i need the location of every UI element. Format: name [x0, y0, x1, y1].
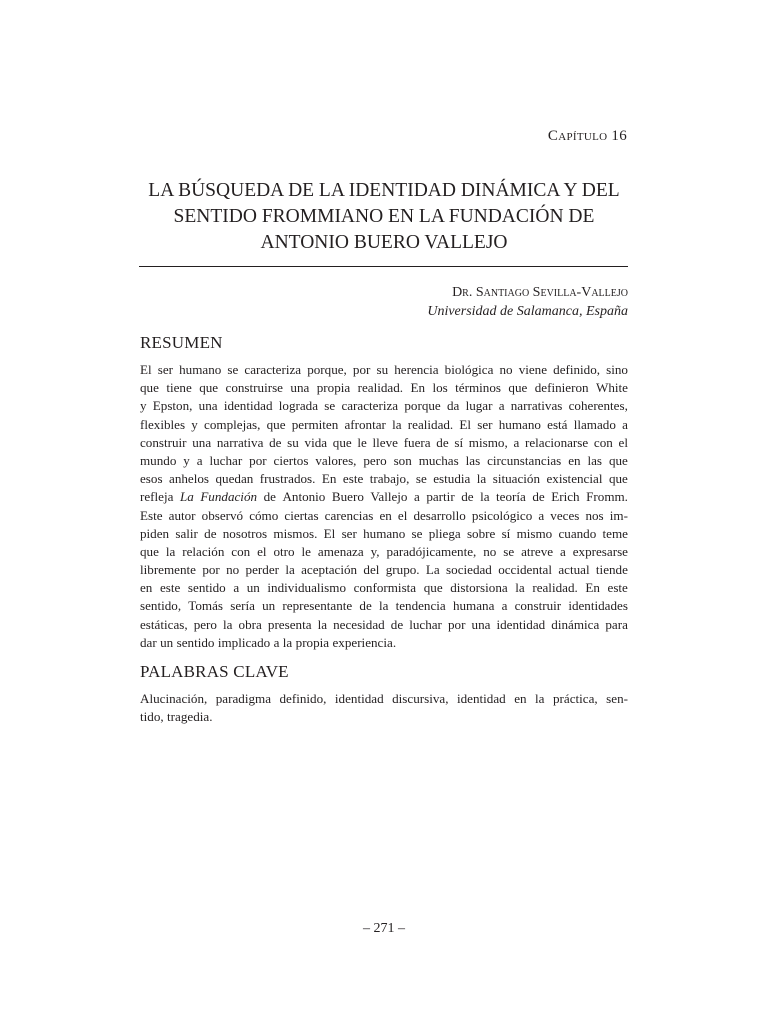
text-line — [140, 416, 628, 434]
word: ser — [157, 362, 174, 377]
word: dinámica — [551, 616, 600, 632]
word: relación — [182, 543, 225, 559]
word: desarrollo — [413, 507, 466, 523]
word: implicado — [217, 634, 271, 650]
word: de — [532, 489, 545, 505]
keywords-paragraph — [140, 690, 628, 726]
word: partir — [426, 489, 455, 505]
text-line — [140, 470, 628, 488]
word: a — [513, 434, 520, 450]
word: estudia — [433, 471, 471, 487]
word: de — [204, 525, 217, 541]
word: un — [246, 580, 260, 596]
word: que — [332, 434, 352, 450]
word: Este — [140, 507, 163, 523]
word: este — [607, 580, 628, 596]
word: permiten — [291, 416, 339, 432]
word: aceptación — [301, 562, 358, 578]
word: Fromm. — [586, 489, 628, 505]
word: porque, — [307, 362, 347, 377]
word: ser — [477, 416, 493, 432]
word: términos — [455, 380, 501, 396]
word: en — [140, 580, 153, 596]
word: La — [179, 489, 194, 505]
word: pero — [193, 616, 217, 632]
word: otro — [273, 543, 295, 559]
word: una — [290, 380, 310, 396]
word: En — [321, 471, 337, 487]
word: quedan — [215, 471, 254, 487]
word: da — [446, 398, 460, 414]
word: se — [324, 398, 336, 414]
word: Erich — [551, 489, 580, 505]
word: representante — [282, 598, 353, 614]
word: la — [285, 562, 295, 578]
word: construir — [514, 598, 562, 614]
text-line — [140, 525, 628, 543]
word: El — [459, 416, 472, 432]
word: humana — [452, 598, 495, 614]
word: lugar — [465, 398, 493, 414]
resumen-heading: RESUMEN — [140, 333, 223, 352]
word: la — [392, 416, 402, 432]
word: Vallejo — [370, 489, 408, 505]
word: trabajo, — [369, 471, 410, 487]
text-line — [140, 452, 628, 470]
word: se — [411, 525, 423, 541]
word: definido, — [279, 691, 327, 706]
word: situación — [492, 471, 540, 487]
word: nosotros — [222, 525, 268, 541]
word: a — [560, 543, 566, 559]
word: Epston, — [152, 398, 193, 414]
word: necesidad — [333, 616, 385, 632]
word: Alucinación, — [140, 691, 208, 706]
word: se — [227, 362, 239, 377]
word: biológica — [444, 362, 494, 377]
resumen-paragraph — [140, 361, 628, 652]
word: frustrados. — [259, 471, 316, 487]
word: esos — [140, 471, 163, 487]
word: mundo — [140, 452, 177, 468]
word: un — [160, 634, 174, 650]
word: de — [436, 434, 449, 450]
word: im- — [609, 507, 628, 523]
word: la — [165, 543, 176, 559]
word: sería — [230, 598, 255, 614]
word: en — [568, 452, 581, 468]
word: viene — [518, 362, 548, 377]
word: no — [226, 562, 240, 578]
word: tido, — [140, 709, 164, 725]
word: con — [231, 543, 251, 559]
word: psicológico — [471, 507, 533, 523]
word: a — [273, 634, 280, 650]
word: libremente — [140, 562, 196, 578]
word: la — [476, 471, 487, 487]
word: sí — [501, 525, 511, 541]
word: la — [480, 489, 490, 505]
word: dar — [140, 634, 157, 650]
word: discursiva, — [392, 691, 449, 706]
word: su — [376, 362, 389, 377]
word: sen- — [606, 691, 628, 706]
word: una — [192, 434, 212, 450]
word: de — [390, 616, 404, 632]
word: este — [159, 580, 181, 596]
title-line: ANTONIO BUERO VALLEJO — [260, 232, 508, 253]
word: por — [352, 362, 371, 377]
word: que — [608, 471, 628, 487]
page-number: – 271 – — [363, 921, 405, 936]
word: tendencia — [395, 598, 446, 614]
word: muchas — [418, 452, 459, 468]
word: de — [359, 598, 372, 614]
word: no — [499, 362, 513, 377]
word: un — [262, 598, 276, 614]
word: flexibles — [140, 416, 186, 432]
word: perder — [245, 562, 279, 578]
word: que — [508, 380, 528, 396]
text-line — [140, 708, 628, 726]
word: la — [378, 598, 389, 614]
word: distorsiona — [450, 580, 508, 596]
word: que — [608, 452, 628, 468]
word: grupo. — [385, 562, 420, 578]
word: paradójicamente, — [386, 543, 477, 559]
word: son — [393, 452, 412, 468]
word: relacionarse — [524, 434, 589, 450]
word: refleja — [140, 489, 174, 505]
word: nos — [585, 507, 604, 523]
word: tragedia. — [167, 709, 213, 725]
word: a — [501, 598, 508, 614]
word: las — [465, 452, 481, 468]
author-block — [427, 283, 628, 321]
word: Fundación — [200, 489, 258, 505]
word: cuando — [558, 525, 597, 541]
word: teoría — [496, 489, 526, 505]
word: por — [249, 452, 267, 468]
word: a — [538, 507, 545, 523]
word: cómo — [249, 507, 279, 523]
word: con — [593, 434, 613, 450]
word: a — [233, 580, 240, 596]
word: en — [379, 507, 392, 523]
word: la — [317, 616, 328, 632]
word: identidad — [223, 398, 273, 414]
word: valores, — [315, 452, 357, 468]
word: este — [342, 471, 364, 487]
word: del — [363, 562, 380, 578]
word: identidad — [456, 691, 506, 706]
word: y — [183, 452, 190, 468]
word: y — [191, 416, 198, 432]
text-line — [140, 379, 628, 397]
word: y, — [370, 543, 380, 559]
word: tiene — [166, 380, 192, 396]
word: existencial — [546, 471, 603, 487]
word: lleve — [372, 434, 398, 450]
text-line — [140, 634, 628, 652]
word: su — [287, 434, 299, 450]
word: ciertas — [284, 507, 319, 523]
word: una — [198, 398, 218, 414]
word: sentido — [187, 580, 226, 596]
word: mismo — [516, 525, 553, 541]
word: se — [415, 471, 427, 487]
word: vida — [304, 434, 328, 450]
word: la — [223, 616, 233, 632]
word: Buero — [331, 489, 364, 505]
word: una — [471, 616, 491, 632]
word: realidad. — [532, 580, 578, 596]
word: amenaza — [317, 543, 364, 559]
title-line: LA BÚSQUEDA DE LA IDENTIDAD DINÁMICA Y DEL — [148, 180, 620, 201]
word: y — [140, 398, 147, 414]
word: estáticas, — [140, 616, 188, 632]
word: sino — [606, 362, 628, 377]
word: el — [618, 434, 628, 450]
word: En — [410, 380, 426, 396]
word: luchar — [409, 616, 442, 632]
word: En — [585, 580, 600, 596]
word: que — [266, 416, 286, 432]
word: la — [535, 691, 545, 706]
text-line — [140, 488, 628, 506]
word: humano — [363, 525, 406, 541]
word: Tomás — [188, 598, 224, 614]
word: definido, — [553, 362, 601, 377]
word: construirse — [225, 380, 283, 396]
text-line — [140, 597, 628, 615]
word: de — [263, 489, 276, 505]
word: narrativas — [510, 398, 563, 414]
word: veces — [550, 507, 580, 523]
word: anhelos — [169, 471, 210, 487]
word: definieron — [534, 380, 589, 396]
word: herencia — [394, 362, 439, 377]
word: que — [423, 580, 443, 596]
word: de — [461, 489, 474, 505]
word: atreve — [521, 543, 554, 559]
word: a — [196, 452, 203, 468]
word: piden — [140, 525, 170, 541]
word: El — [140, 362, 152, 377]
word: coherentes, — [568, 398, 628, 414]
word: fuera — [403, 434, 431, 450]
text-line — [140, 434, 628, 452]
title-line: SENTIDO FROMMIANO EN LA FUNDACIÓN DE — [173, 206, 595, 227]
word: le — [301, 543, 311, 559]
word: teme — [602, 525, 628, 541]
word: Antonio — [282, 489, 326, 505]
word: individualismo — [267, 580, 346, 596]
word: identidad — [334, 691, 384, 706]
word: circunstancias — [487, 452, 562, 468]
word: luchar — [209, 452, 243, 468]
article-title — [140, 178, 628, 256]
word: autor — [168, 507, 196, 523]
word: el — [257, 543, 267, 559]
word: la — [282, 634, 293, 650]
word: conformista — [353, 580, 417, 596]
word: tiende — [595, 562, 628, 578]
text-line — [140, 397, 628, 415]
word: complejas, — [204, 416, 261, 432]
text-line — [140, 543, 628, 561]
word: obra — [238, 616, 262, 632]
text-line — [140, 690, 628, 708]
word: expresarse — [572, 543, 628, 559]
palabras-clave-heading: PALABRAS CLAVE — [140, 662, 289, 681]
word: humano — [179, 362, 222, 377]
word: lograda — [278, 398, 319, 414]
word: sobre — [466, 525, 496, 541]
word: porque — [404, 398, 441, 414]
word: ciertos — [273, 452, 309, 468]
word: humano — [498, 416, 541, 432]
word: la — [515, 580, 525, 596]
word: La — [425, 562, 440, 578]
word: mismos. — [273, 525, 318, 541]
word: carencias — [324, 507, 374, 523]
text-line — [140, 361, 628, 379]
word: El — [323, 525, 336, 541]
word: sentido — [176, 634, 215, 650]
word: a — [498, 398, 505, 414]
word: que — [140, 380, 159, 396]
word: salir — [175, 525, 198, 541]
word: observó — [201, 507, 244, 523]
word: identidades — [568, 598, 628, 614]
text-line — [140, 561, 628, 579]
chapter-label: Capítulo 16 — [547, 128, 627, 144]
word: ser — [341, 525, 357, 541]
word: caracteriza — [341, 398, 399, 414]
author-affiliation: Universidad de Salamanca, España — [427, 304, 628, 319]
word: pero — [363, 452, 387, 468]
word: construir — [140, 434, 187, 450]
word: que — [140, 543, 159, 559]
word: actual — [558, 562, 590, 578]
word: práctica, — [552, 691, 598, 706]
word: experiencia. — [332, 634, 397, 650]
word: sentido, — [140, 598, 182, 614]
word: pliega — [428, 525, 461, 541]
author-name: Dr. Santiago Sevilla-Vallejo — [452, 285, 628, 300]
word: narrativa — [216, 434, 264, 450]
word: sí — [454, 434, 464, 450]
word: no — [483, 543, 497, 559]
word: realidad. — [407, 416, 454, 432]
word: por — [202, 562, 220, 578]
word: en — [514, 691, 527, 706]
word: a — [414, 489, 420, 505]
word: realidad. — [357, 380, 404, 396]
word: sociedad — [446, 562, 492, 578]
word: a — [622, 416, 628, 432]
title-divider — [139, 266, 628, 267]
word: por — [447, 616, 466, 632]
text-line — [140, 616, 628, 634]
word: el — [397, 507, 408, 523]
word: los — [432, 380, 448, 396]
word: presenta — [267, 616, 312, 632]
word: para — [605, 616, 628, 632]
text-line — [140, 507, 628, 525]
word: está — [547, 416, 568, 432]
word: afrontar — [344, 416, 386, 432]
word: que — [199, 380, 219, 396]
word: occidental — [498, 562, 552, 578]
word: paradigma — [215, 691, 272, 706]
word: las — [587, 452, 603, 468]
word: White — [595, 380, 628, 396]
text-line — [140, 579, 628, 597]
word: identidad — [496, 616, 546, 632]
word: le — [357, 434, 367, 450]
word: se — [503, 543, 515, 559]
word: caracteriza — [244, 362, 302, 377]
word: propia — [316, 380, 351, 396]
word: propia — [295, 634, 330, 650]
word: llamado — [573, 416, 616, 432]
word: de — [269, 434, 282, 450]
word: mismo, — [468, 434, 508, 450]
